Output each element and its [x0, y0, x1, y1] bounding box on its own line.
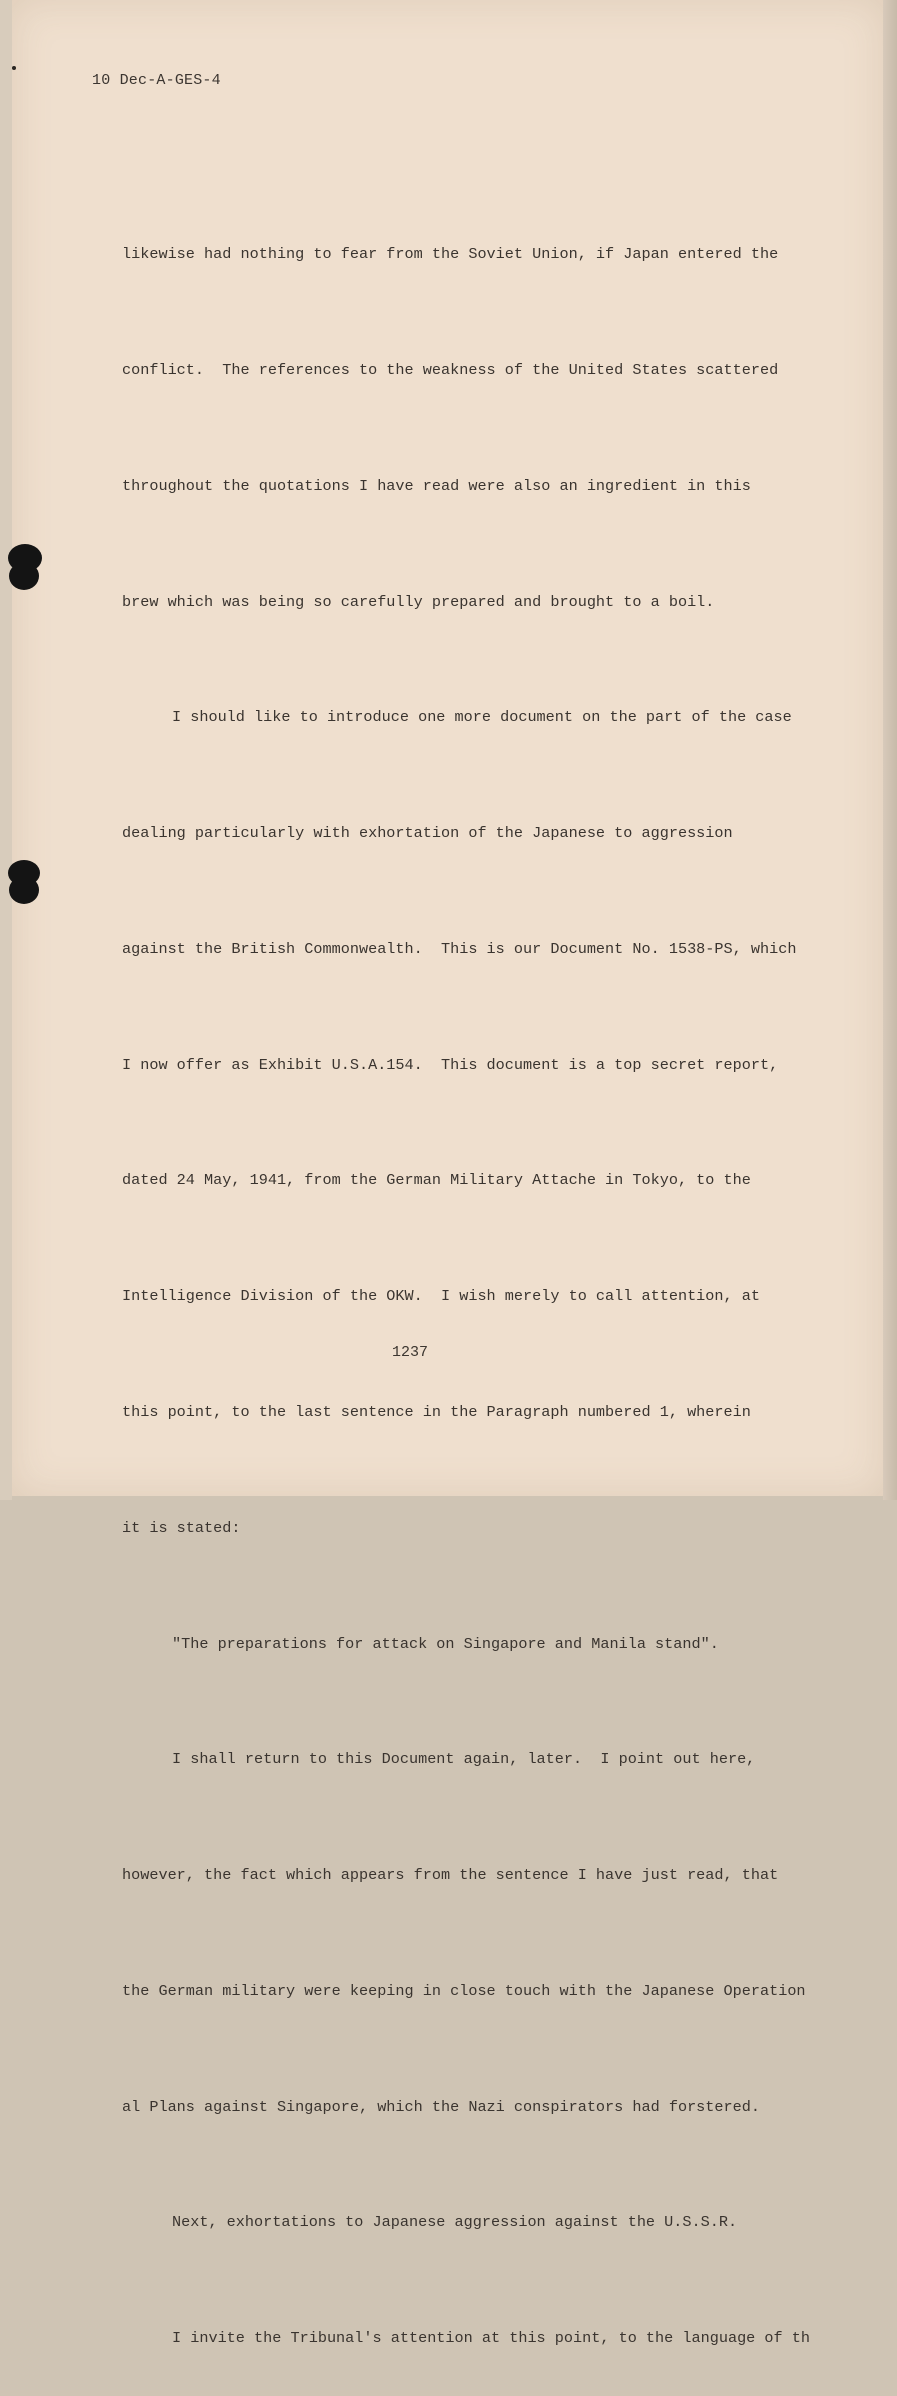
body-line: it is stated:: [122, 1518, 241, 1537]
body-line-paragraph-start: Next, exhortations to Japanese aggression against the U.S.S.R.: [172, 2213, 738, 2232]
body-line: however, the fact which appears from the sentence I have just read, that: [122, 1866, 779, 1885]
body-line-paragraph-start: I shall return to this Document again, later. I point out here,: [172, 1750, 756, 1769]
body-line: against the British Commonwealth. This is our Document No. 1538-PS, which: [122, 939, 797, 958]
body-line: dated 24 May, 1941, from the German Military Attache in Tokyo, to the: [122, 1171, 751, 1190]
quoted-line: "The preparations for attack on Singapore and Manila stand".: [172, 1634, 719, 1653]
document-header: 10 Dec-A-GES-4: [92, 72, 221, 89]
body-line: conflict. The references to the weakness of the United States scattered: [122, 360, 779, 379]
body-line: brew which was being so carefully prepared and brought to a boil.: [122, 592, 715, 611]
page-left-edge: [0, 0, 12, 1500]
body-line: the German military were keeping in close touch with the Japanese Operation: [122, 1981, 806, 2000]
body-line: al Plans against Singapore, which the Nazi conspirators had forstered.: [122, 2097, 760, 2116]
document-body: [122, 158, 852, 2396]
body-line: likewise had nothing to fear from the Soviet Union, if Japan entered the: [122, 245, 779, 264]
binder-hole-lower-lobe: [9, 876, 39, 904]
body-line: I now offer as Exhibit U.S.A.154. This document is a top secret report,: [122, 1055, 779, 1074]
ink-mark: [12, 66, 16, 70]
body-line-paragraph-start: I invite the Tribunal's attention at this point, to the language of th: [172, 2329, 810, 2348]
body-line: dealing particularly with exhortation of the Japanese to aggression: [122, 824, 733, 843]
page-right-edge: [883, 0, 897, 1500]
page-number: 1237: [392, 1344, 429, 1361]
body-line: Intelligence Division of the OKW. I wish merely to call attention, at: [122, 1287, 760, 1306]
binder-hole-upper-lobe: [9, 562, 39, 590]
body-line: throughout the quotations I have read were also an ingredient in this: [122, 476, 751, 495]
body-line: this point, to the last sentence in the Paragraph numbered 1, wherein: [122, 1403, 751, 1421]
body-line-paragraph-start: I should like to introduce one more document on the part of the case: [172, 708, 792, 727]
